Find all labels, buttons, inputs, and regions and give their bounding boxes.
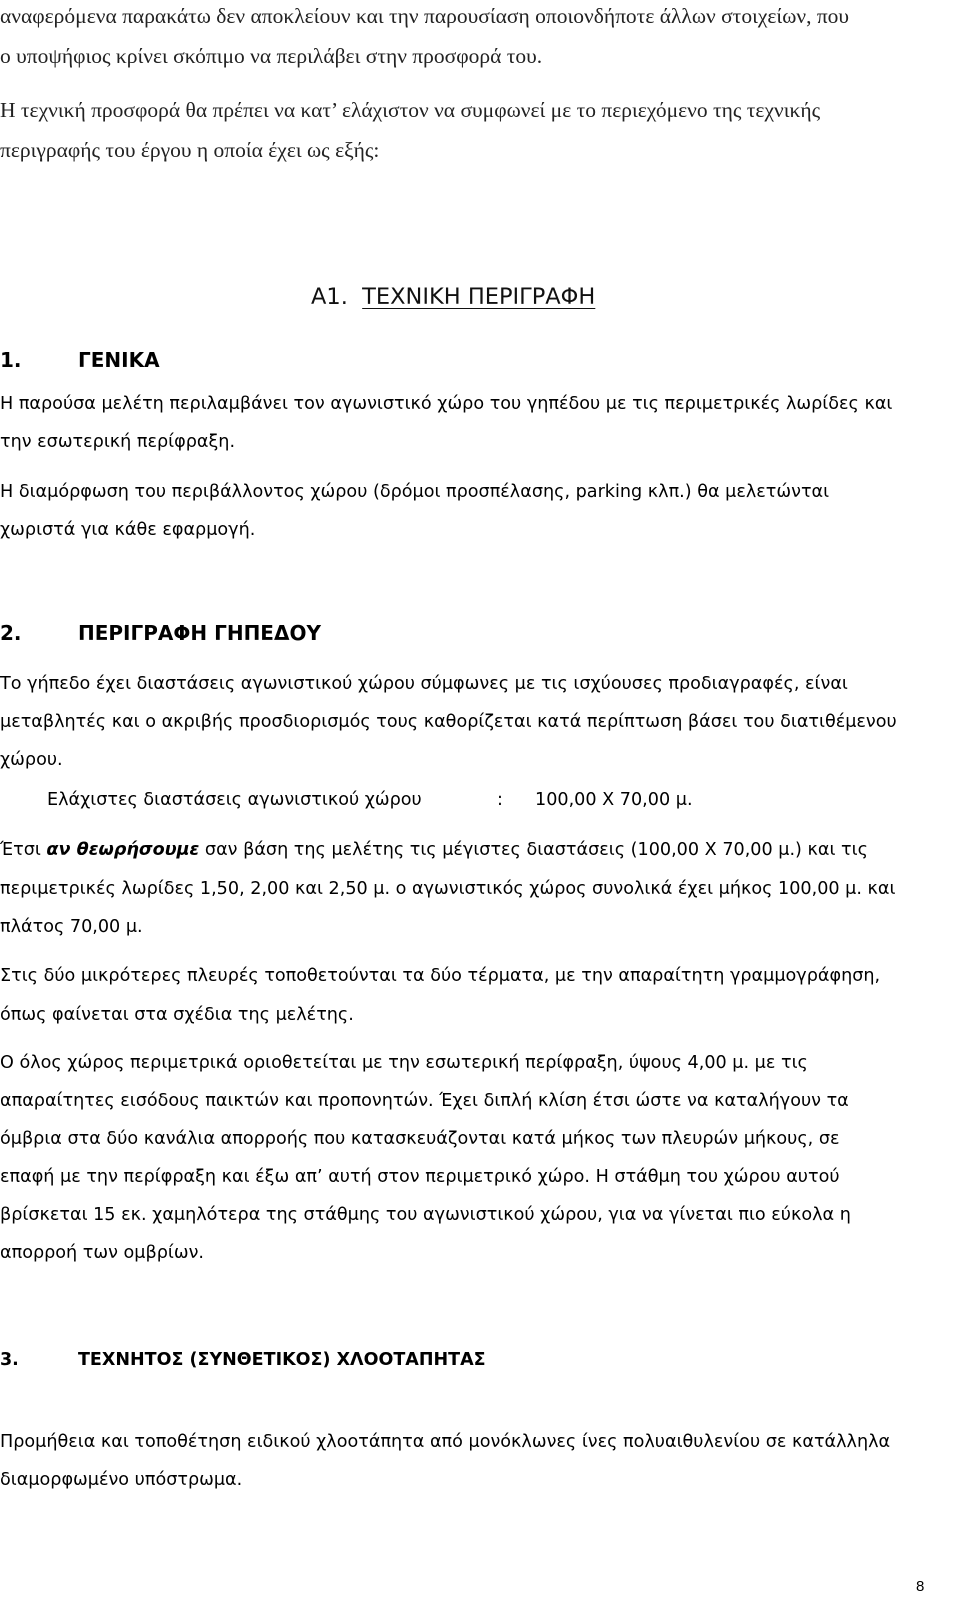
section-3-paragraph-1-line-2: διαμορφωμένο υπόστρωμα.	[0, 1470, 243, 1490]
section-2-paragraph-2-line-1	[0, 840, 868, 860]
section-3-title: ΤΕΧΝΗΤΟΣ (ΣΥΝΘΕΤΙΚΟΣ) ΧΛΟΟΤΑΠΗΤΑΣ	[78, 1350, 486, 1370]
section-2-heading	[0, 621, 321, 645]
intro-line-4: περιγραφής του έργου η οποία έχει ως εξής:	[0, 138, 380, 162]
intro-line-3: Η τεχνική προσφορά θα πρέπει να κατ’ ελάχιστον να συμφωνεί με το περιεχόμενο της τεχνικής	[0, 98, 821, 122]
section-1-heading	[0, 348, 160, 372]
document-title-prefix: Α1.	[311, 284, 348, 310]
section-2-paragraph-2-line-3: πλάτος 70,00 μ.	[0, 917, 143, 937]
intro-line-1: αναφερόμενα παρακάτω δεν αποκλείουν και την παρουσίαση οποιονδήποτε άλλων στοιχείων, που	[0, 4, 850, 28]
section-3-number: 3.	[0, 1350, 19, 1370]
section-2-paragraph-3-line-1: Στις δύο μικρότερες πλευρές τοποθετούνται τα δύο τέρματα, με την απαραίτητη γραμμογράφηση,	[0, 966, 881, 986]
section-1-paragraph-1-line-2: την εσωτερική περίφραξη.	[0, 432, 236, 452]
section-2-paragraph-4-line-5: βρίσκεται 15 εκ. χαμηλότερα της στάθμης του αγωνιστικού χώρου, για να γίνεται πιο εύκολα η	[0, 1205, 851, 1225]
section-2-paragraph-4-line-6: απορροή των ομβρίων.	[0, 1243, 205, 1263]
section-2-paragraph-4-line-1: Ο όλος χώρος περιμετρικά οριοθετείται με την εσωτερική περίφραξη, ύψους 4,00 μ. με τις	[0, 1053, 808, 1073]
section-3-heading	[0, 1350, 486, 1370]
section-1-paragraph-2-line-1: Η διαμόρφωση του περιβάλλοντος χώρου (δρόμοι προσπέλασης, parking κλπ.) θα μελετώνται	[0, 482, 830, 502]
section-1-title: ΓΕΝΙΚΑ	[78, 348, 160, 372]
minimum-dimensions-label: Ελάχιστες διαστάσεις αγωνιστικού χώρου	[47, 790, 422, 810]
paragraph-2-rest: σαν βάση της μελέτης τις μέγιστες διαστάσεις (100,00 Χ 70,00 μ.) και τις	[199, 840, 868, 860]
document-title	[311, 284, 595, 310]
section-2-paragraph-1-line-1: Το γήπεδο έχει διαστάσεις αγωνιστικού χώρου σύμφωνες με τις ισχύουσες προδιαγραφές, είναι	[0, 674, 848, 694]
section-1-paragraph-2-line-2: χωριστά για κάθε εφαρμογή.	[0, 520, 256, 540]
minimum-dimensions-value: 100,00 Χ 70,00 μ.	[535, 790, 693, 810]
section-2-paragraph-1-line-2: μεταβλητές και ο ακριβής προσδιορισμός τους καθορίζεται κατά περίπτωση βάσει του διατιθέμενου	[0, 712, 897, 732]
section-2-paragraph-4-line-2: απαραίτητες εισόδους παικτών και προπονητών. Έχει διπλή κλίση έτσι ώστε να καταλήγουν τα	[0, 1091, 849, 1111]
paragraph-2-emphasis: αν θεωρήσουμε	[46, 840, 200, 860]
section-2-paragraph-3-line-2: όπως φαίνεται στα σχέδια της μελέτης.	[0, 1005, 354, 1025]
section-3-paragraph-1-line-1: Προμήθεια και τοποθέτηση ειδικού χλοοτάπητα από μονόκλωνες ίνες πολυαιθυλενίου σε κατάλληλα	[0, 1432, 891, 1452]
paragraph-2-lead: Έτσι	[0, 840, 47, 860]
page-number: 8	[916, 1578, 925, 1595]
section-2-paragraph-4-line-4: επαφή με την περίφραξη και έξω απ’ αυτή στον περιμετρικό χώρο. Η στάθμη του χώρου αυτού	[0, 1167, 840, 1187]
intro-line-2: ο υποψήφιος κρίνει σκόπιμο να περιλάβει στην προσφορά του.	[0, 44, 543, 68]
section-2-paragraph-1-line-3: χώρου.	[0, 750, 63, 770]
section-1-number: 1.	[0, 348, 22, 372]
document-title-text: ΤΕΧΝΙΚΗ ΠΕΡΙΓΡΑΦΗ	[362, 284, 596, 310]
section-1-paragraph-1-line-1: Η παρούσα μελέτη περιλαμβάνει τον αγωνιστικό χώρο του γηπέδου με τις περιμετρικές λωρίδες και	[0, 394, 893, 414]
section-2-paragraph-2-line-2: περιμετρικές λωρίδες 1,50, 2,00 και 2,50 μ. ο αγωνιστικός χώρος συνολικά έχει μήκος 100,00 μ. και	[0, 879, 896, 899]
minimum-dimensions-colon: :	[497, 790, 503, 810]
section-2-paragraph-4-line-3: όμβρια στα δύο κανάλια απορροής που κατασκευάζονται κατά μήκος των πλευρών μήκους, σε	[0, 1129, 840, 1149]
section-2-number: 2.	[0, 621, 22, 645]
section-2-title: ΠΕΡΙΓΡΑΦΗ ΓΗΠΕΔΟΥ	[78, 621, 321, 645]
